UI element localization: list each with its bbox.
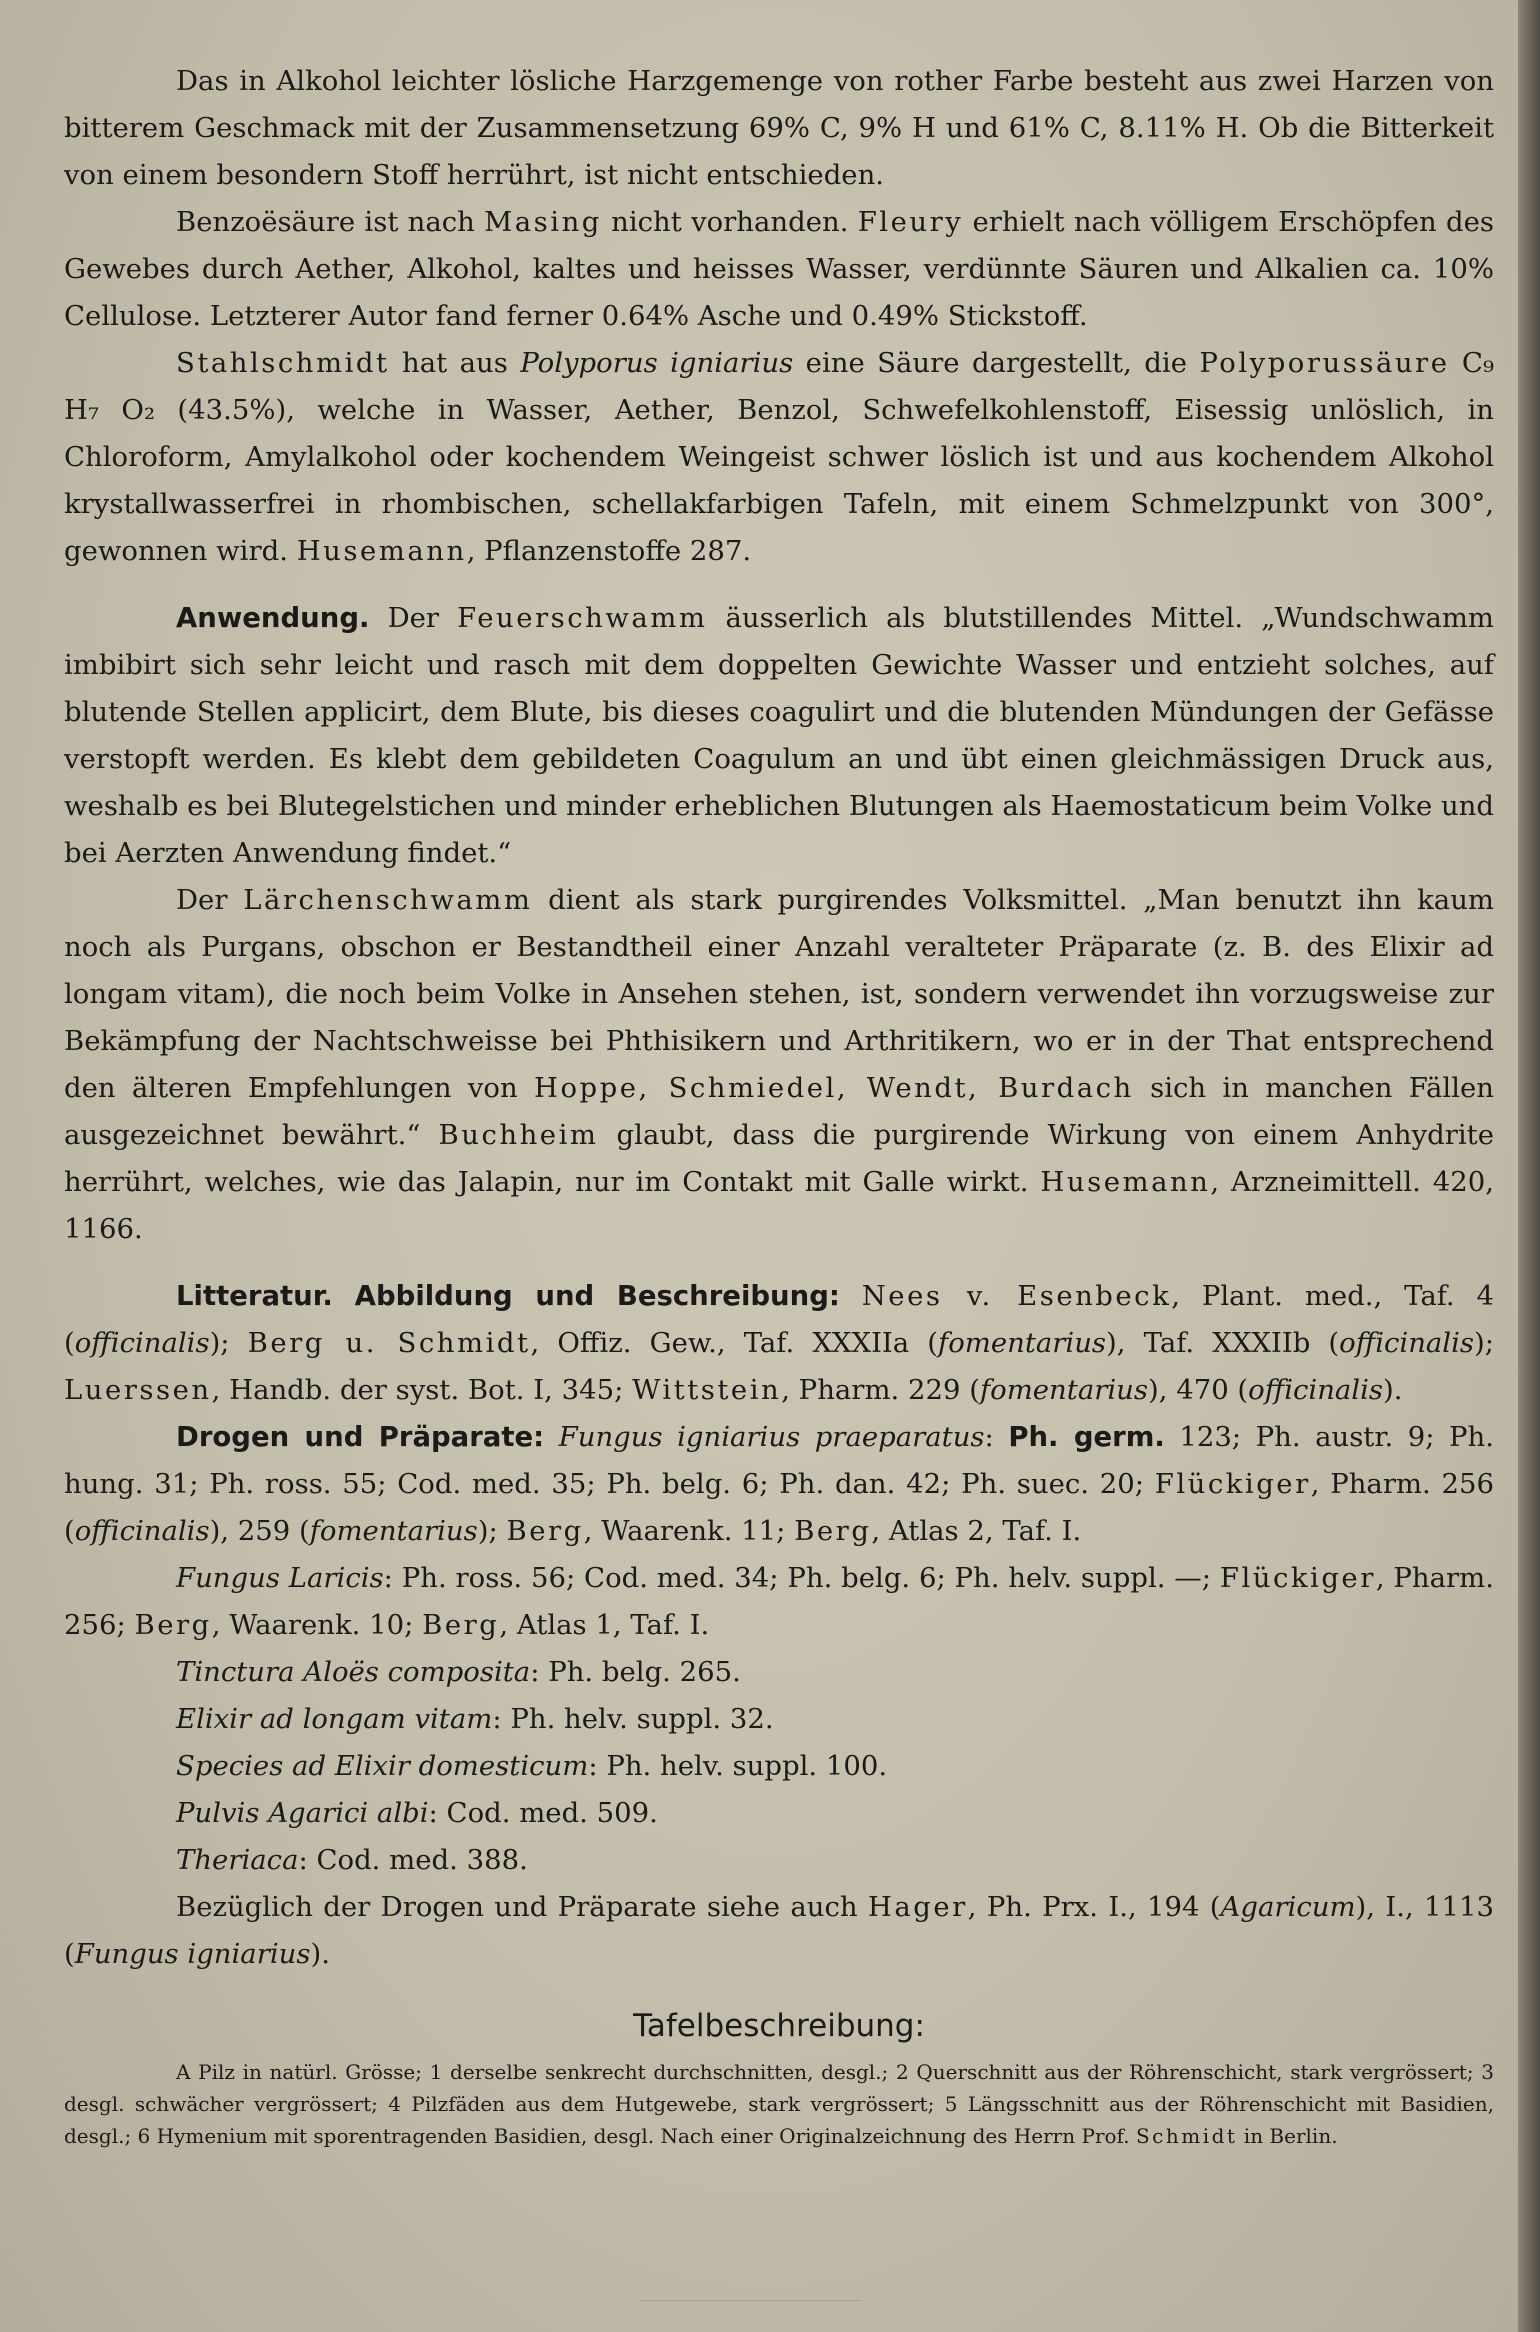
preparation-ref: : Ph. helv. suppl. 100. [588, 1750, 888, 1782]
page-edge-shadow [1518, 0, 1540, 2332]
bottom-rule [640, 2300, 860, 2301]
species-name: Fungus igniarius [74, 1938, 311, 1970]
term-name: Feuerschwamm [457, 602, 708, 634]
paragraph-laerchenschwamm [64, 877, 1494, 1253]
text-run: ), 259 ( [209, 1515, 310, 1547]
preparation-name: Pulvis Agarici albi [176, 1797, 429, 1829]
author-name: Hager [867, 1891, 968, 1923]
author-name: Buchheim [438, 1119, 599, 1151]
text-run: A Pilz in natürl. Grösse; 1 derselbe senkrecht durchschnitten, desgl.; 2 Querschnitt aus der Röhrenschicht, stark vergrössert; 3 desgl. schwächer vergrössert; 4 Pilzfäden aus dem Hutgewebe, stark vergrössert; 5 Längsschnitt aus der Röhrenschicht mit Basidien, desgl.; 6 Hymenium mit sporentragenden Basidien, desgl. Nach einer Originalzeichnung des Herrn Prof. [64, 2060, 1494, 2148]
text-run: glaubt, dass die purgirende Wirkung von einem Anhydrite herrührt, welches, wie das Jalapin, nur im Contakt mit Galle wirkt. [64, 1119, 1494, 1198]
text-run: ), Taf. XXXIIb ( [1106, 1327, 1340, 1359]
author-name: Flückiger [1219, 1562, 1376, 1594]
preparation-entry [176, 1696, 1494, 1743]
text-run: , Arzneimittell. 420, 1166. [64, 1166, 1495, 1245]
preparation-entry [176, 1743, 1494, 1790]
species-name: Agaricum [1220, 1891, 1356, 1923]
drug-name: Fungus igniarius praeparatus [558, 1421, 985, 1453]
text-run: , Pflanzenstoffe 287. [466, 535, 752, 567]
text-run: , Plant. med., Taf. 4 ( [64, 1280, 1494, 1359]
text-run: ). [1383, 1374, 1403, 1406]
author-name: Husemann [296, 535, 467, 567]
text-run: , Pharm. 229 ( [781, 1374, 980, 1406]
preparation-name: Species ad Elixir domesticum [176, 1750, 589, 1782]
preparation-entry [176, 1790, 1494, 1837]
text-run: Der [176, 884, 244, 916]
text-run: Der [369, 602, 458, 634]
plate-caption [64, 2056, 1494, 2152]
preparation-ref: : Ph. belg. 265. [530, 1656, 741, 1688]
text-run: 123; Ph. austr. 9; Ph. hung. 31; Ph. ross. 55; Cod. med. 35; Ph. belg. 6; Ph. dan. 42; Ph. suec. 20; [64, 1421, 1494, 1500]
author-name: Luerssen [64, 1374, 212, 1406]
paragraph-resin [64, 58, 1494, 199]
text-run: äusserlich als blutstillendes Mittel. „Wundschwamm imbibirt sich sehr leicht und rasch mit dem doppelten Gewichte Wasser und entzieht solches, auf blutende Stellen applicirt, dem Blute, bis dieses coagulirt und die blutenden Mündungen der Gefässe verstopft werden. Es klebt dem gebildeten Coagulum an und übt einen gleichmässigen Druck aus, weshalb es bei Blutegelstichen und minder erheblichen Blutungen als Haemostaticum beim Volke und bei Aerzten Anwendung findet.“ [64, 602, 1494, 869]
text-run: , Handb. der syst. Bot. I, 345; [211, 1374, 633, 1406]
text-run: in Berlin. [1237, 2124, 1338, 2148]
laricis-block [64, 1555, 1494, 1649]
species-name: officinalis [1248, 1374, 1383, 1406]
text-run: C₉ H₇ O₂ (43.5%), welche in Wasser, Aether, Benzol, Schwefelkohlenstoff, Eisessig unlöslich, in Chloroform, Amylalkohol oder kochendem Weingeist schwer löslich ist und aus kochendem Alkohol krystallwasserfrei in rhombischen, schellakfarbigen Tafeln, mit einem Schmelzpunkt von 300°, gewonnen wird. [64, 347, 1494, 567]
species-name: fomentarius [979, 1374, 1148, 1406]
subheading-drogen: Drogen und Präparate: [176, 1421, 545, 1453]
text-run: , Pharm. 256; [64, 1562, 1494, 1641]
section-heading-anwendung: Anwendung. [176, 602, 370, 634]
pharmacopoeia-name: Ph. germ. [1008, 1421, 1165, 1453]
author-name: Wittstein [632, 1374, 782, 1406]
text-run: ), 470 ( [1147, 1374, 1249, 1406]
text-run: Benzoësäure ist nach [176, 206, 485, 238]
author-name: Nees v. Esenbeck [861, 1280, 1172, 1312]
author-name: Berg u. Schmidt [247, 1327, 531, 1359]
text-run: , Ph. Prx. I., 194 ( [967, 1891, 1221, 1923]
author-name: Berg [422, 1609, 500, 1641]
author-name: Berg [134, 1609, 212, 1641]
text-run: : Ph. ross. 56; Cod. med. 34; Ph. belg. 6; Ph. helv. suppl. —; [383, 1562, 1220, 1594]
text-run: ); [209, 1327, 248, 1359]
text-run: Das in Alkohol leichter lösliche Harzgemenge von rother Farbe besteht aus zwei Harzen von bitterem Geschmack mit der Zusammensetzung 69% C, 9% H und 61% C, 8.11% H. Ob die Bitterkeit von einem besondern Stoff herrührt, ist nicht entschieden. [64, 65, 1494, 191]
text-run: , Waarenk. 10; [211, 1609, 423, 1641]
text-run: dient als stark purgirendes Volksmittel. „Man benutzt ihn kaum noch als Purgans, obschon er Bestandtheil einer Anzahl veralteter Präparate (z. B. des Elixir ad longam vitam), die noch beim Volke in Ansehen stehen, ist, sondern verwendet ihn vorzugsweise zur Bekämpfung der Nachtschweisse bei Phthisikern und Arthritikern, wo er in der That entsprechend den älteren Empfehlungen von [64, 884, 1494, 1104]
text-run: ), I., 1113 ( [64, 1891, 1494, 1970]
species-name: officinalis [74, 1515, 210, 1547]
preparation-ref: : Cod. med. 509. [428, 1797, 658, 1829]
drug-name: Fungus Laricis [176, 1562, 384, 1594]
author-name: Fleury [857, 206, 964, 238]
preparation-name: Tinctura Aloës composita [176, 1656, 531, 1688]
text-run: Bezüglich der Drogen und Präparate siehe auch [176, 1891, 868, 1923]
preparation-name: Elixir ad longam vitam [176, 1703, 493, 1735]
text-run: : [984, 1421, 1009, 1453]
term-name: Lärchenschwamm [243, 884, 533, 916]
preparation-name: Theriaca [176, 1844, 299, 1876]
text-run: , Pharm. 256 ( [64, 1468, 1494, 1547]
text-run: sich in manchen Fällen ausgezeichnet bewährt.“ [64, 1072, 1494, 1151]
author-name: Stahlschmidt [176, 347, 390, 379]
text-run [840, 1280, 862, 1312]
author-name: Berg [506, 1515, 584, 1547]
section-heading-litteratur: Litteratur. [176, 1280, 333, 1312]
author-name: Flückiger [1154, 1468, 1311, 1500]
text-run: , Offiz. Gew., Taf. XXXIIa ( [530, 1327, 939, 1359]
species-name: fomentarius [309, 1515, 478, 1547]
text-run: hat aus [389, 347, 521, 379]
plate-description-title: Tafelbeschreibung: [633, 2008, 925, 2044]
preparation-entry [176, 1649, 1494, 1696]
author-name: Schmidt [1135, 2124, 1238, 2148]
paragraph-polyporus-acid [64, 340, 1494, 575]
text-run: eine Säure dargestellt, die [793, 347, 1200, 379]
species-name: officinalis [74, 1327, 210, 1359]
text-run: erhielt nach völligem Erschöpfen des Gewebes durch Aether, Alkohol, kaltes und heisses Wasser, verdünnte Säuren und Alkalien ca. 10% Cellulose. Letzterer Autor fand ferner 0.64% Asche und 0.49% Stickstoff. [64, 206, 1495, 332]
text-run: , Waarenk. 11; [583, 1515, 795, 1547]
paragraph-anwendung [64, 595, 1494, 877]
species-name: officinalis [1339, 1327, 1474, 1359]
litteratur-block [64, 1273, 1494, 1414]
author-names: Hoppe, Schmiedel, Wendt, Burdach [534, 1072, 1134, 1104]
paragraph-benzoic-acid [64, 199, 1494, 340]
preparation-ref: : Ph. helv. suppl. 32. [492, 1703, 774, 1735]
text-run: nicht vorhanden. [601, 206, 858, 238]
author-name: Berg [794, 1515, 872, 1547]
hager-block [64, 1884, 1494, 1978]
author-name: Husemann [1040, 1166, 1211, 1198]
substance-name: Polyporussäure [1199, 347, 1450, 379]
subheading-abbildung: Abbildung und Beschreibung: [354, 1280, 840, 1312]
species-name: Polyporus igniarius [520, 347, 794, 379]
species-name: fomentarius [938, 1327, 1107, 1359]
text-run: ). [310, 1938, 330, 1970]
text-run: , Atlas 2, Taf. I. [871, 1515, 1082, 1547]
text-run: ); [1474, 1327, 1494, 1359]
drogen-block [64, 1414, 1494, 1555]
preparation-ref: : Cod. med. 388. [298, 1844, 528, 1876]
main-text [64, 58, 1494, 2152]
text-run: ); [477, 1515, 507, 1547]
preparation-entry [176, 1837, 1494, 1884]
text-run: , Atlas 1, Taf. I. [499, 1609, 710, 1641]
author-name: Masing [484, 206, 602, 238]
